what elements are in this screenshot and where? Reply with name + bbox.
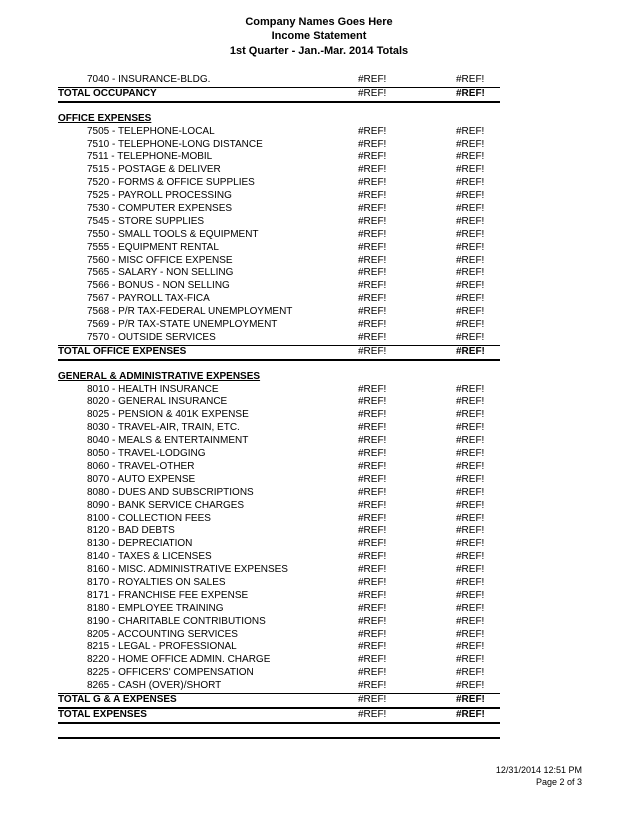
percent-cell: #REF! — [456, 680, 485, 692]
account-label: 8100 - COLLECTION FEES — [87, 512, 211, 524]
section-header — [58, 113, 500, 126]
amount-cell: #REF! — [358, 551, 387, 563]
percent-cell: #REF! — [456, 345, 485, 357]
amount-cell: #REF! — [358, 422, 387, 434]
percent-cell: #REF! — [456, 383, 485, 395]
percent-cell: #REF! — [456, 460, 485, 472]
account-label: 8090 - BANK SERVICE CHARGES — [87, 499, 245, 511]
account-label: 7550 - SMALL TOOLS & EQUIPMENT — [87, 228, 259, 240]
amount-cell: #REF! — [358, 203, 387, 215]
account-label: 8120 - BAD DEBTS — [87, 525, 175, 537]
amount-cell: #REF! — [358, 460, 387, 472]
account-label: 8215 - LEGAL - PROFESSIONAL — [87, 641, 237, 653]
end-rule — [58, 737, 500, 739]
percent-cell: #REF! — [456, 693, 485, 705]
percent-cell: #REF! — [456, 409, 485, 421]
percent-cell: #REF! — [456, 486, 485, 498]
account-label: 7530 - COMPUTER EXPENSES — [87, 203, 233, 215]
line-item-row — [58, 190, 500, 203]
line-item-row — [58, 139, 500, 152]
account-label: 8040 - MEALS & ENTERTAINMENT — [87, 435, 249, 447]
account-label: 8025 - PENSION & 401K EXPENSE — [87, 409, 249, 421]
line-item-row — [58, 616, 500, 629]
account-label: 8190 - CHARITABLE CONTRIBUTIONS — [87, 615, 266, 627]
account-label: 7566 - BONUS - NON SELLING — [87, 280, 230, 292]
amount-cell: #REF! — [358, 486, 387, 498]
percent-cell: #REF! — [456, 228, 485, 240]
line-item-row — [58, 319, 500, 332]
company-name: Company Names Goes Here — [245, 16, 393, 28]
percent-cell: #REF! — [456, 628, 485, 640]
account-label: 8010 - HEALTH INSURANCE — [87, 383, 219, 395]
amount-cell: #REF! — [358, 241, 387, 253]
percent-cell: #REF! — [456, 435, 485, 447]
account-label: 8020 - GENERAL INSURANCE — [87, 396, 228, 408]
amount-cell: #REF! — [358, 409, 387, 421]
section-header — [58, 371, 500, 384]
line-item-row — [58, 461, 500, 474]
amount-cell: #REF! — [358, 164, 387, 176]
percent-cell: #REF! — [456, 215, 485, 227]
account-label: GENERAL & ADMINISTRATIVE EXPENSES — [58, 370, 261, 382]
amount-cell: #REF! — [358, 254, 387, 266]
account-label: 8130 - DEPRECIATION — [87, 538, 193, 550]
line-item-row — [58, 74, 500, 87]
percent-cell: #REF! — [456, 499, 485, 511]
amount-cell: #REF! — [358, 306, 387, 318]
amount-cell: #REF! — [358, 473, 387, 485]
line-item-row — [58, 435, 500, 448]
percent-cell: #REF! — [456, 422, 485, 434]
percent-cell: #REF! — [456, 564, 485, 576]
account-label: OFFICE EXPENSES — [58, 112, 152, 124]
account-label: 7520 - FORMS & OFFICE SUPPLIES — [87, 177, 255, 189]
percent-cell: #REF! — [456, 667, 485, 679]
line-item-row — [58, 242, 500, 255]
amount-cell: #REF! — [358, 680, 387, 692]
line-item-row — [58, 267, 500, 280]
line-item-row — [58, 293, 500, 306]
percent-cell: #REF! — [456, 190, 485, 202]
account-label: 8080 - DUES AND SUBSCRIPTIONS — [87, 486, 254, 498]
line-item-row — [58, 487, 500, 500]
account-label: 8140 - TAXES & LICENSES — [87, 551, 212, 563]
line-item-row — [58, 306, 500, 319]
account-label: 7511 - TELEPHONE-MOBIL — [87, 151, 213, 163]
percent-cell: #REF! — [456, 319, 485, 331]
grand-total-row — [58, 709, 500, 724]
amount-cell: #REF! — [358, 499, 387, 511]
line-item-row — [58, 641, 500, 654]
print-timestamp: 12/31/2014 12:51 PM — [495, 765, 582, 775]
account-label: 8030 - TRAVEL-AIR, TRAIN, ETC. — [87, 422, 240, 434]
percent-cell: #REF! — [456, 576, 485, 588]
percent-cell: #REF! — [456, 396, 485, 408]
line-item-row — [58, 654, 500, 667]
account-label: 8050 - TRAVEL-LODGING — [87, 448, 206, 460]
amount-cell: #REF! — [358, 215, 387, 227]
account-label: TOTAL EXPENSES — [58, 708, 147, 720]
line-item-row — [58, 332, 500, 345]
account-label: 7510 - TELEPHONE-LONG DISTANCE — [87, 138, 263, 150]
amount-cell: #REF! — [358, 396, 387, 408]
amount-cell: #REF! — [358, 345, 387, 357]
percent-cell: #REF! — [456, 203, 485, 215]
amount-cell: #REF! — [358, 138, 387, 150]
line-item-row — [58, 474, 500, 487]
amount-cell: #REF! — [358, 151, 387, 163]
account-label: 7525 - PAYROLL PROCESSING — [87, 190, 232, 202]
account-label: 8180 - EMPLOYEE TRAINING — [87, 602, 224, 614]
account-label: 8070 - AUTO EXPENSE — [87, 473, 196, 485]
account-label: 8225 - OFFICERS' COMPENSATION — [87, 667, 254, 679]
line-item-row — [58, 280, 500, 293]
percent-cell: #REF! — [456, 138, 485, 150]
total-row — [58, 345, 500, 361]
account-label: 8060 - TRAVEL-OTHER — [87, 460, 195, 472]
amount-cell: #REF! — [358, 177, 387, 189]
amount-cell: #REF! — [358, 564, 387, 576]
line-item-row — [58, 409, 500, 422]
percent-cell: #REF! — [456, 74, 485, 85]
amount-cell: #REF! — [358, 228, 387, 240]
amount-cell: #REF! — [358, 125, 387, 137]
page-number: Page 2 of 3 — [535, 777, 582, 787]
amount-cell: #REF! — [358, 576, 387, 588]
amount-cell: #REF! — [358, 654, 387, 666]
line-item-row — [58, 500, 500, 513]
account-label: 7555 - EQUIPMENT RENTAL — [87, 241, 219, 253]
account-label: 8265 - CASH (OVER)/SHORT — [87, 680, 222, 692]
amount-cell: #REF! — [358, 525, 387, 537]
amount-cell: #REF! — [358, 74, 387, 85]
report-period: 1st Quarter - Jan.-Mar. 2014 Totals — [229, 45, 409, 57]
amount-cell: #REF! — [358, 693, 387, 705]
account-label: 8171 - FRANCHISE FEE EXPENSE — [87, 589, 249, 601]
amount-cell: #REF! — [358, 331, 387, 343]
line-item-row — [58, 255, 500, 268]
percent-cell: #REF! — [456, 551, 485, 563]
percent-cell: #REF! — [456, 641, 485, 653]
line-item-row — [58, 422, 500, 435]
amount-cell: #REF! — [358, 667, 387, 679]
line-item-row — [58, 203, 500, 216]
line-item-row — [58, 126, 500, 139]
account-label: 8220 - HOME OFFICE ADMIN. CHARGE — [87, 654, 271, 666]
income-statement-table — [58, 74, 500, 724]
amount-cell: #REF! — [358, 641, 387, 653]
amount-cell: #REF! — [358, 589, 387, 601]
line-item-row — [58, 564, 500, 577]
percent-cell: #REF! — [456, 151, 485, 163]
percent-cell: #REF! — [456, 177, 485, 189]
percent-cell: #REF! — [456, 589, 485, 601]
amount-cell: #REF! — [358, 602, 387, 614]
account-label: 7568 - P/R TAX-FEDERAL UNEMPLOYMENT — [87, 306, 293, 318]
line-item-row — [58, 538, 500, 551]
amount-cell: #REF! — [358, 512, 387, 524]
account-label: 8160 - MISC. ADMINISTRATIVE EXPENSES — [87, 564, 288, 576]
spacer-row — [58, 361, 500, 371]
amount-cell: #REF! — [358, 319, 387, 331]
percent-cell: #REF! — [456, 331, 485, 343]
amount-cell: #REF! — [358, 448, 387, 460]
account-label: 7505 - TELEPHONE-LOCAL — [87, 125, 215, 137]
account-label: TOTAL G & A EXPENSES — [58, 693, 177, 705]
amount-cell: #REF! — [358, 383, 387, 395]
percent-cell: #REF! — [456, 164, 485, 176]
total-row — [58, 693, 500, 709]
amount-cell: #REF! — [358, 628, 387, 640]
amount-cell: #REF! — [358, 190, 387, 202]
line-item-row — [58, 177, 500, 190]
line-item-row — [58, 551, 500, 564]
amount-cell: #REF! — [358, 435, 387, 447]
percent-cell: #REF! — [456, 602, 485, 614]
amount-cell: #REF! — [358, 280, 387, 292]
percent-cell: #REF! — [456, 267, 485, 279]
line-item-row — [58, 667, 500, 680]
line-item-row — [58, 629, 500, 642]
account-label: 8205 - ACCOUNTING SERVICES — [87, 628, 238, 640]
percent-cell: #REF! — [456, 125, 485, 137]
percent-cell: #REF! — [456, 538, 485, 550]
percent-cell: #REF! — [456, 87, 485, 99]
percent-cell: #REF! — [456, 512, 485, 524]
total-row — [58, 87, 500, 103]
percent-cell: #REF! — [456, 293, 485, 305]
line-item-row — [58, 229, 500, 242]
line-item-row — [58, 151, 500, 164]
account-label: 8170 - ROYALTIES ON SALES — [87, 576, 226, 588]
percent-cell: #REF! — [456, 448, 485, 460]
percent-cell: #REF! — [456, 473, 485, 485]
line-item-row — [58, 396, 500, 409]
line-item-row — [58, 603, 500, 616]
account-label: 7515 - POSTAGE & DELIVER — [87, 164, 221, 176]
line-item-row — [58, 680, 500, 693]
percent-cell: #REF! — [456, 525, 485, 537]
percent-cell: #REF! — [456, 306, 485, 318]
account-label: 7570 - OUTSIDE SERVICES — [87, 331, 216, 343]
line-item-row — [58, 216, 500, 229]
percent-cell: #REF! — [456, 254, 485, 266]
account-label: 7569 - P/R TAX-STATE UNEMPLOYMENT — [87, 319, 278, 331]
amount-cell: #REF! — [358, 267, 387, 279]
line-item-row — [58, 513, 500, 526]
account-label: 7560 - MISC OFFICE EXPENSE — [87, 254, 233, 266]
amount-cell: #REF! — [358, 293, 387, 305]
percent-cell: #REF! — [456, 241, 485, 253]
amount-cell: #REF! — [358, 615, 387, 627]
report-title: Income Statement — [271, 30, 367, 42]
percent-cell: #REF! — [456, 708, 485, 720]
percent-cell: #REF! — [456, 615, 485, 627]
line-item-row — [58, 577, 500, 590]
line-item-row — [58, 164, 500, 177]
amount-cell: #REF! — [358, 538, 387, 550]
account-label: TOTAL OCCUPANCY — [58, 87, 157, 99]
line-item-row — [58, 384, 500, 397]
percent-cell: #REF! — [456, 654, 485, 666]
line-item-row — [58, 448, 500, 461]
account-label: 7040 - INSURANCE-BLDG. — [87, 74, 211, 85]
account-label: TOTAL OFFICE EXPENSES — [58, 345, 187, 357]
account-label: 7565 - SALARY - NON SELLING — [87, 267, 234, 279]
amount-cell: #REF! — [358, 708, 387, 720]
account-label: 7567 - PAYROLL TAX-FICA — [87, 293, 210, 305]
spacer-row — [58, 103, 500, 113]
line-item-row — [58, 525, 500, 538]
amount-cell: #REF! — [358, 87, 387, 99]
percent-cell: #REF! — [456, 280, 485, 292]
account-label: 7545 - STORE SUPPLIES — [87, 215, 205, 227]
line-item-row — [58, 590, 500, 603]
